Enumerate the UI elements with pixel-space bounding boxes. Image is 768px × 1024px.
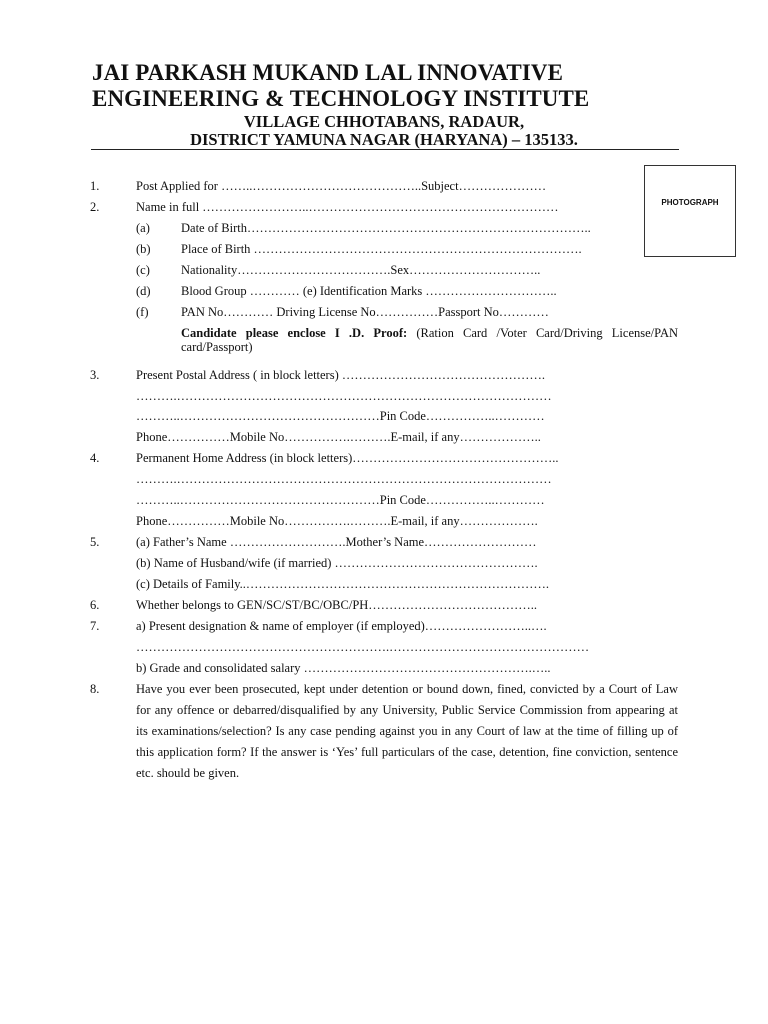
permanent-address-line2: ……….………………………………………………………………………………	[136, 472, 552, 486]
spouse-name-field: (b) Name of Husband/wife (if married) ………………………………………….	[136, 556, 538, 570]
id-proof-note-bold: Candidate please enclose I .D. Proof:	[181, 326, 408, 340]
item-number-1: 1.	[90, 179, 100, 193]
present-address-field: Present Postal Address ( in block letters) ………………………………………….	[136, 368, 545, 382]
photograph-label: PHOTOGRAPH	[661, 198, 719, 207]
institute-address-line1: VILLAGE CHHOTABANS, RADAUR,	[243, 112, 525, 131]
institute-name-line2: ENGINEERING & TECHNOLOGY INSTITUTE	[92, 86, 590, 111]
item-number-3: 3.	[90, 368, 100, 382]
permanent-address-contact: Phone……………Mobile No…………….……….E-mail, if any……………….	[136, 514, 538, 528]
salary-field: b) Grade and consolidated salary ……………………………………………….…..	[136, 661, 551, 675]
nationality-sex-field: Nationality……………………………….Sex…………………………..	[181, 263, 541, 277]
category-field: Whether belongs to GEN/SC/ST/BC/OBC/PH…………………………………..	[136, 598, 538, 612]
post-applied-field: Post Applied for ……..…………………………………..Subject…………………	[136, 179, 547, 193]
item-number-2: 2.	[90, 200, 100, 214]
sub-label-d: (d)	[136, 284, 151, 298]
id-proof-note	[181, 326, 678, 354]
sub-label-f: (f)	[136, 305, 149, 319]
present-address-pin-code: ………..…………………………………………Pin Code……………..…………	[136, 409, 545, 423]
item-number-5: 5.	[90, 535, 100, 549]
header-divider	[91, 149, 679, 150]
photograph-box	[644, 165, 736, 257]
present-address-line2: ……….………………………………………………………………………………	[136, 389, 552, 403]
sub-label-b: (b)	[136, 242, 151, 256]
family-details-field: (c) Details of Family..……………………………………………………………….	[136, 577, 550, 591]
permanent-address-pin-code: ………..…………………………………………Pin Code……………..…………	[136, 493, 545, 507]
prosecution-question: Have you ever been prosecuted, kept under detention or bound down, fined, convicted by a Court of Law for any offence or debarred/disqualified by any University, Public Service Commission from appearing at its examinations/selection? Is any case pending against you in any Court of law at the time of filling up of this application form? If the answer is ‘Yes’ full particulars of the case, detention, fine conviction, sentence etc. should be given.	[136, 682, 678, 780]
sub-label-a: (a)	[136, 221, 150, 235]
place-of-birth-field: Place of Birth …………………………………………………………………….	[181, 242, 582, 256]
parents-name-field: (a) Father’s Name ……………………….Mother’s Name………………………	[136, 535, 537, 549]
present-address-contact: Phone……………Mobile No…………….……….E-mail, if any………………..	[136, 430, 541, 444]
permanent-address-field: Permanent Home Address (in block letters)…………………………………………..	[136, 451, 559, 465]
id-proof-note-rest: (Ration Card /Voter Card/Driving License/PAN card/Passport)	[181, 326, 678, 354]
pan-license-passport-field: PAN No………… Driving License No……………Passport No…………	[181, 305, 549, 319]
item-number-7: 7.	[90, 619, 100, 633]
name-in-full-field: Name in full ……………………..……………………………………………………	[136, 200, 559, 214]
institute-name-line1: JAI PARKASH MUKAND LAL INNOVATIVE	[92, 60, 564, 85]
sub-label-c: (c)	[136, 263, 150, 277]
item-number-4: 4.	[90, 451, 100, 465]
designation-field: a) Present designation & name of employer (if employed)……………………..….	[136, 619, 547, 633]
item-number-8: 8.	[90, 682, 100, 696]
item-number-6: 6.	[90, 598, 100, 612]
blood-group-identification-field: Blood Group ………… (e) Identification Marks …………………………..	[181, 284, 557, 298]
designation-line2: …………………………………………………….…………………………………………	[136, 640, 590, 654]
date-of-birth-field: Date of Birth………………………………………………………………………..	[181, 221, 591, 235]
institute-address-line2: DISTRICT YAMUNA NAGAR (HARYANA) – 135133.	[190, 130, 578, 149]
